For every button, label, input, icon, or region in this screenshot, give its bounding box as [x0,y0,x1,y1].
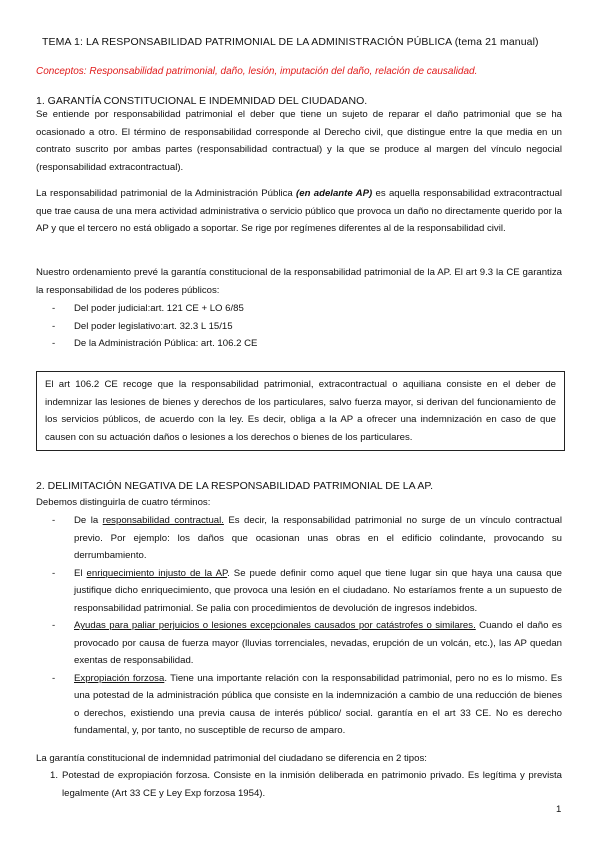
item-term: Expropiación forzosa [74,672,165,684]
p2-text-b: es aquella responsabilidad extracontractual que trae causa de una mera actividad administrativa o servicio público que provoca un daño no directamente querido por la AP y que el tercero no está obligado a soportar. Se rige por regímenes diferentes al de la responsabilidad civil. [36,188,562,234]
concepts-line: Conceptos: Responsabilidad patrimonial, daño, lesión, imputación del daño, relación de causalidad. [36,66,478,77]
p2-text-a: La responsabilidad patrimonial de la Administración Pública [36,188,297,199]
list-item: - Del poder judicial:art. 121 CE + LO 6/85 [36,300,562,318]
item-term: Ayudas para paliar perjuicios o lesiones excepcionales causados por catástrofes o similares. [74,620,476,631]
list-item [36,512,562,565]
item-rest: Es decir, la responsabilidad patrimonial no surge de un vínculo contractual previo. Por ejemplo: los daños que ocasionan unas obras en el edificio colindante, provocando su derrumbamiento. [74,515,563,561]
list-item [36,767,562,802]
section-1-paragraph-1: Se entiende por responsabilidad patrimonial el deber que tiene un sujeto de reparar el daño patrimonial que se ha ocasionado a otro. El término de responsabilidad corresponde al Derecho civil, que distingue entre la que media en un contrato suscrito por ambas partes (responsabilidad contractual) y la que se produce al margen del vínculo negocial (responsabilidad extracontractual). [36,109,562,173]
list-item [36,565,562,618]
section-2-heading: 2. DELIMITACIÓN NEGATIVA DE LA RESPONSABILIDAD PATRIMONIAL DE LA AP. [36,480,433,492]
item-text: Potestad de expropiación forzosa. Consiste en la inmisión deliberada en patrimonio privado. Es legítima y prevista legalmente (Art 33 CE y Ley Exp forzosa 1954). [62,770,562,799]
section-2-types-paragraph: La garantía constitucional de indemnidad patrimonial del ciudadano se diferencia en 2 tipos: [36,753,427,764]
item-rest: Cuando el daño es provocado por causa de fuerza mayor (lluvias torrenciales, nevadas, erupción de un volcán, etc.), las AP quedan exentas de responsabilidad. [74,620,562,666]
item-number: 1. [50,770,59,781]
section-1-paragraph-2 [36,185,562,238]
section-1-heading: 1. GARANTÍA CONSTITUCIONAL E INDEMNIDAD DEL CIUDADANO. [36,95,368,107]
list-item: - De la Administración Pública: art. 106.2 CE [36,335,562,353]
item-rest: . Tiene una importante relación con la responsabilidad patrimonial, pero no es lo mismo. Es una potestad de la administración pública que consiste en la indemnización a cambio de una reducción de bienes o derechos, existiendo una previa causa de interés público/ social. garantía en el art 33 CE. No es derecho fundamental, y, por tanto, no susceptible de recurso de amparo. [74,672,562,736]
list-item [36,617,562,670]
terms-list [36,512,562,740]
art-106-box: El art 106.2 CE recoge que la responsabilidad patrimonial, extracontractual o aquiliana consiste en el deber de indemnizar las lesiones de bienes y derechos de los particulares, salvo fuerza mayor, si derivan del funcionamiento de los servicios públicos, de acuerdo con la ley. Es decir, obliga a la AP a ofrecer una indemnización en caso de que causen con su actuación daños o lesiones a los derechos o bienes de los particulares. [36,371,565,451]
item-pre: De la [74,515,103,526]
page-number: 1 [556,804,562,815]
p2-emphasis: (en adelante AP) [296,188,373,199]
item-pre: El [74,567,87,579]
section-2-intro: Debemos distinguirla de cuatro términos: [36,497,211,508]
item-term: responsabilidad contractual. [102,515,224,526]
item-rest: . Se puede definir como aquel que tiene lugar sin que haya una causa que justifique dicho enriquecimiento, que provoca una lesión en el ciudadano. No estaríamos frente a un supuesto de responsabilidad patrimonial. Se palia con procedimientos de devolución de ingresos indebidos. [74,567,563,614]
powers-list [36,300,562,353]
document-title: TEMA 1: LA RESPONSABILIDAD PATRIMONIAL DE LA ADMINISTRACIÓN PÚBLICA (tema 21 manual) [42,36,539,48]
list-item: - Del poder legislativo:art. 32.3 L 15/15 [36,318,562,336]
list-item [36,670,562,740]
item-term: enriquecimiento injusto de la AP [86,567,228,579]
types-list [36,767,562,802]
section-1-paragraph-3: Nuestro ordenamiento prevé la garantía constitucional de la responsabilidad patrimonial de la AP. El art 9.3 la CE garantiza la responsabilidad de los poderes públicos: [36,267,562,296]
